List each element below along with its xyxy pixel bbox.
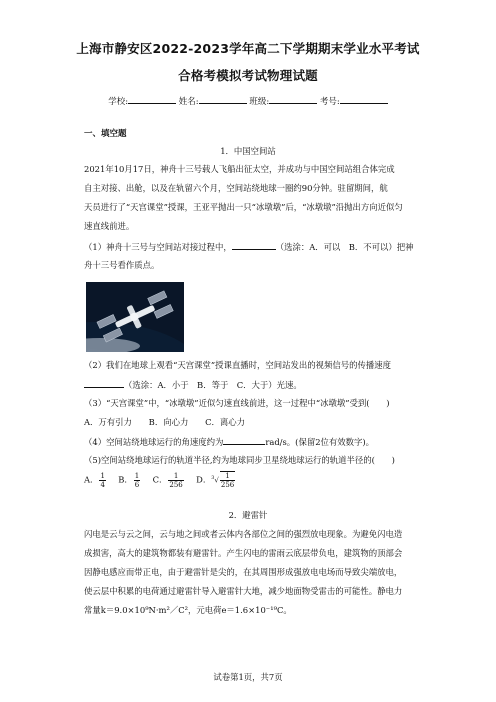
option-d-label: D．	[196, 474, 212, 485]
intro-line-1: 2021年10月17日，神舟十三号载人飞船出征太空，并成功与中国空间站组合体完成	[84, 164, 395, 174]
option-a-label: A．	[84, 474, 99, 485]
intro-line-4: 速直线前进。	[84, 221, 135, 231]
section-heading: 一、填空题	[84, 129, 127, 139]
q1-3-line: （3）“天宫课堂”中，“冰墩墩”近似匀速直线前进，这一过程中“冰墩墩”受到( )	[84, 398, 390, 408]
q1-1-line	[84, 240, 414, 253]
q1-2-line: （2）我们在地球上观看“天宫课堂”授课直播时，空间站发出的视频信号的传播速度	[84, 360, 392, 370]
q1-4-text-a: （4）空间站绕地球运行的角速度约为	[84, 437, 224, 447]
option-d-fraction: $\frac{1}{256}$	[220, 472, 235, 489]
option-c-fraction: $\frac{1}{256}$	[169, 471, 183, 489]
q1-1-text-b: （选涂：A．可以 B．不可以）把神	[275, 242, 414, 252]
question1-title: 1．中国空间站	[220, 146, 276, 156]
q2-line-1: 闪电是云与云之间，云与地之间或者云体内各部位之间的强烈放电现象。为避免闪电造	[84, 529, 403, 539]
q2-line-2: 成损害，高大的建筑物都装有避雷针。产生闪电的雷雨云底层带负电，建筑物的顶部会	[84, 548, 403, 558]
page-footer: 试卷第1页，共7页	[213, 672, 283, 682]
exam-no-label: 考号:	[319, 97, 340, 107]
exam-no-blank[interactable]	[340, 94, 388, 104]
paper-title-line2: 合格考模拟考试物理试题	[178, 68, 318, 83]
option-b-label: B．	[118, 474, 133, 485]
student-info-line	[0, 94, 496, 107]
name-label: 姓名:	[178, 97, 199, 107]
q2-line-3: 因静电感应而带正电，由于避雷针是尖的，在其周围形成强放电电场而导致尖端放电，	[84, 567, 403, 577]
q2-line-4: 使云层中积累的电荷通过避雷针导入避雷针大地，减少地面物受雷击的可能性。静电力	[84, 586, 403, 596]
option-d-cube-root: $^3$√	[211, 475, 219, 485]
q1-3-options: A．万有引力 B．向心力 C．离心力	[84, 417, 245, 427]
option-a-fraction: $\frac{1}{4}$	[100, 471, 105, 489]
question2-title: 2．避雷针	[228, 510, 268, 520]
q1-4-line	[84, 435, 374, 448]
q2-constants-line: 常量k＝9.0×10⁹N·m²／C²，元电荷e＝1.6×10⁻¹⁹C。	[84, 605, 292, 615]
class-label: 班级:	[249, 97, 270, 107]
q1-2-text-b: （选涂：A．小于 B．等于 C．大于）光速。	[124, 380, 302, 390]
option-c-label: C．	[152, 474, 168, 485]
class-blank[interactable]	[269, 94, 317, 104]
q1-2-answer-blank[interactable]	[84, 378, 124, 388]
q1-1-answer-blank[interactable]	[232, 240, 276, 250]
school-label: 学校:	[108, 97, 129, 107]
q1-4-answer-blank[interactable]	[223, 435, 265, 445]
intro-line-2: 自主对接、出舱，以及在轨留六个月，空间站绕地球一圈约90分钟。驻留期间，航	[84, 183, 388, 193]
q1-2-line-2	[84, 378, 302, 391]
option-b-fraction: $\frac{1}{6}$	[134, 471, 140, 489]
intro-line-3: 天员进行了“天宫课堂”授课，王亚平抛出一只“冰墩墩”后，“冰墩墩”沿抛出方向近似匀	[84, 202, 403, 212]
paper-title-line1: 上海市静安区2022-2023学年高二下学期期末学业水平考试	[76, 41, 420, 56]
q1-1-text-a: （1）神舟十三号与空间站对接过程中，	[84, 242, 232, 252]
school-blank[interactable]	[128, 94, 176, 104]
q1-1-line-2: 舟十三号看作质点。	[84, 260, 160, 270]
q1-5-line: （5)空间站绕地球运行的轨道半径,约为地球同步卫星绕地球运行的轨道半径的( )	[84, 455, 395, 465]
q1-5-options	[84, 471, 236, 489]
name-blank[interactable]	[199, 94, 247, 104]
q1-4-text-b: rad/s。(保留2位有效数字)。	[265, 437, 375, 447]
space-station-image	[86, 282, 184, 352]
